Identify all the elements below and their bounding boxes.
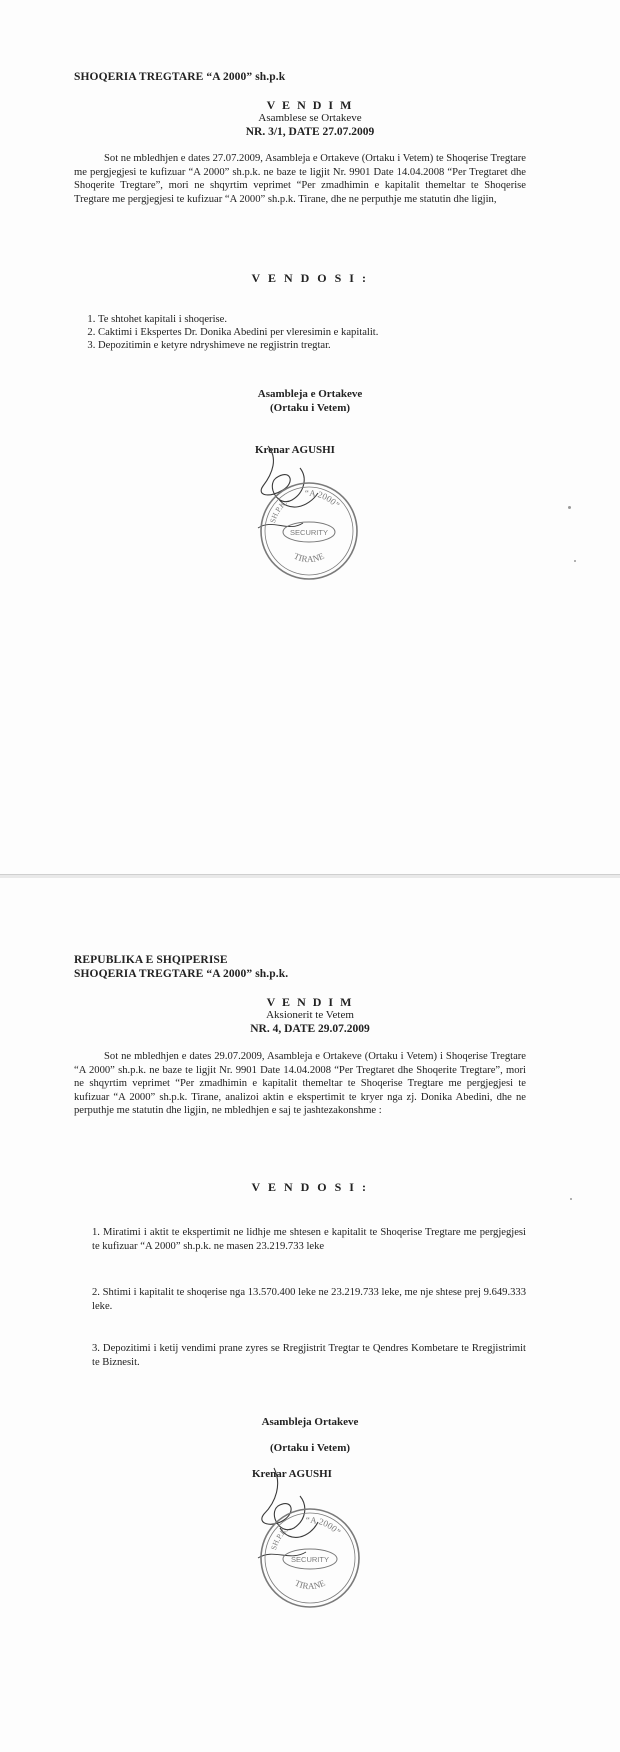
svg-text:TIRANE: [293, 1578, 327, 1592]
decision-items: [74, 313, 534, 352]
decision-subtitle: Aksionerit te Vetem: [266, 1009, 354, 1021]
stamp-left-text: SH.P.K.: [269, 1524, 290, 1551]
stamp-top-text: “A 2000”: [304, 487, 342, 510]
company-name: SHOQERIA TREGTARE “A 2000” sh.p.k.: [74, 968, 289, 980]
stamp-bottom-text: TIRANE: [292, 550, 326, 565]
decision-paragraph: Sot ne mbledhjen e dates 27.07.2009, Asambleja e Ortakeve (Ortaku i Vetem) te Shoqerise Tregtare me pergjegjesi te kufizuar “A 2000” sh.p.k. ne baze te ligjit Nr. 9901 Date 14.04.2008 “Per Tregtaret dhe Shoqerite Tregtare”, mori ne shqyrtim veprimet “Per zmadhimin e kapitalit themeltar te Shoqerise Tregtare me pergjegjesi te kufizuar “A 2000” sh.p.k. Tirane, dhe ne perputhje me statutin dhe ligjin,: [74, 153, 526, 205]
company-seal-stamp: [258, 480, 360, 582]
decision-item: 1. Te shtohet kapitali i shoqerise.: [98, 313, 534, 326]
decision-number: NR. 4, DATE 29.07.2009: [250, 1023, 370, 1035]
signature-subtitle: (Ortaku i Vetem): [269, 402, 351, 414]
company-name: SHOQERIA TREGTARE “A 2000” sh.p.k: [74, 71, 286, 83]
company-seal-stamp: [258, 1506, 362, 1610]
decision-title: V E N D I M: [266, 98, 354, 112]
signature-title: Asambleja Ortakeve: [261, 1416, 359, 1428]
decision-item-1: 1. Miratimi i aktit te ekspertimit ne lidhje me shtesen e kapitalit te Shoqerise Tregtare me pergjegjesi te kufizuar “A 2000” sh.p.k. ne masen 23.219.733 leke: [92, 1227, 526, 1252]
decision-title: V E N D I M: [266, 995, 354, 1009]
decides-heading: V E N D O S I :: [251, 1180, 369, 1194]
stamp-left-text: SH.P.K.: [268, 497, 289, 524]
decides-heading: V E N D O S I :: [251, 271, 369, 285]
republic-name: REPUBLIKA E SHQIPERISE: [74, 954, 228, 966]
scan-speck: [568, 506, 571, 509]
svg-text:TIRANE: [292, 551, 326, 565]
decision-subtitle: Asamblese se Ortakeve: [258, 112, 362, 124]
document-page-2: [0, 878, 620, 1752]
decision-number: NR. 3/1, DATE 27.07.2009: [245, 126, 375, 138]
stamp-center-text: SECURITY: [290, 528, 328, 537]
decision-paragraph: Sot ne mbledhjen e dates 29.07.2009, Asambleja e Ortakeve (Ortaku i Vetem) i Shoqerise Tregtare “A 2000” sh.p.k. ne baze te ligjit Nr. 9901 Date 14.04.2008 “Per Tregtaret dhe Shoqerite Tregtare”, mori ne shqyrtim veprimet “Per zmadhimin e kapitalit themeltar te Shoqerise Tregtare me pergjegjesi te kufizuar “A 2000” sh.p.k. Tirane, analizoi aktin e ekspertimit te kryer nga zj. Donika Abedini, dhe ne perputhje me statutin dhe ligjin, ne mbledhjen e saj te jashtezakonshme :: [74, 1051, 526, 1116]
scan-speck: [574, 560, 576, 562]
signer-name: Krenar AGUSHI: [255, 444, 335, 456]
scan-speck: [570, 1198, 572, 1200]
decision-item-2: 2. Shtimi i kapitalit te shoqerise nga 13.570.400 leke ne 23.219.733 leke, me nje shtese prej 9.649.333 leke.: [92, 1287, 526, 1312]
signature-title: Asambleja e Ortakeve: [257, 388, 363, 400]
signature-subtitle: (Ortaku i Vetem): [269, 1442, 351, 1454]
stamp-top-text: “A 2000”: [305, 1514, 343, 1537]
decision-item: 2. Caktimi i Ekspertes Dr. Donika Abedini per vleresimin e kapitalit.: [98, 326, 534, 339]
decision-item-3: 3. Depozitimi i ketij vendimi prane zyres se Rregjistrit Tregtar te Qendres Kombetare te Rregjistrimit te Biznesit.: [92, 1343, 526, 1368]
signer-name: Krenar AGUSHI: [252, 1468, 332, 1480]
svg-text:“A 2000”: [306, 1515, 343, 1537]
stamp-bottom-text: TIRANE: [293, 1577, 327, 1592]
stamp-center-text: SECURITY: [291, 1555, 329, 1564]
svg-text:SH.P.K.: [269, 1525, 290, 1551]
decision-item: 3. Depozitimin e ketyre ndryshimeve ne regjistrin tregtar.: [98, 339, 534, 352]
